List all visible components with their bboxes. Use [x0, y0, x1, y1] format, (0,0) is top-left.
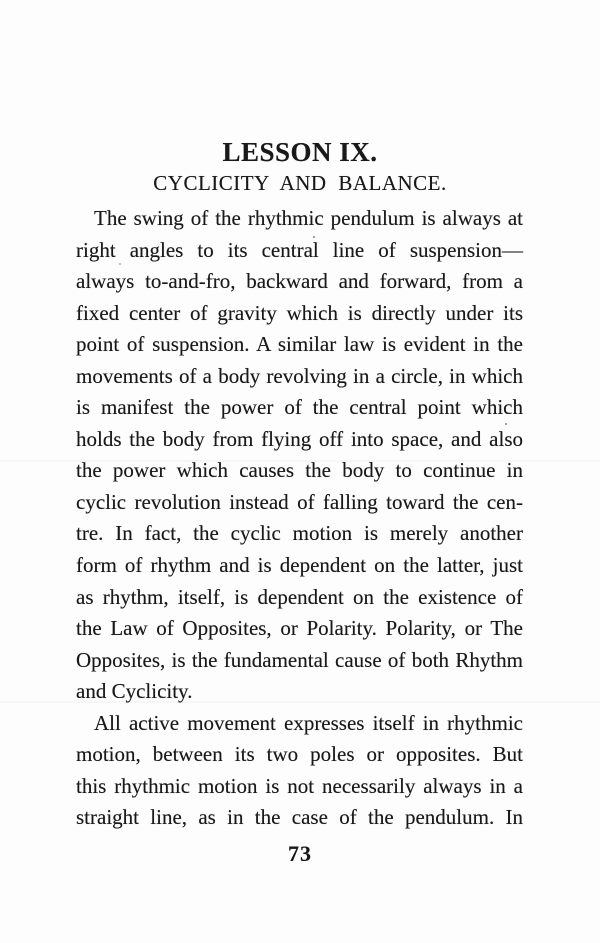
- ink-speck: [119, 263, 121, 265]
- text-line: the Law of Opposites, or Polarity. Polarity, or The: [76, 616, 523, 641]
- text-line: motion, between its two poles or opposites. But: [76, 742, 523, 767]
- lesson-title: LESSON IX.: [222, 137, 378, 167]
- text-line: cyclic revolution instead of falling toward the cen-: [76, 489, 523, 514]
- text-line: always to-and-fro, backward and forward, from a: [76, 269, 523, 294]
- text-line: All active movement expresses itself in rhythmic: [94, 710, 523, 735]
- text-line: and Cyclicity.: [76, 679, 193, 704]
- text-line: is manifest the power of the central point which: [76, 395, 523, 420]
- text-line: tre. In fact, the cyclic motion is merely another: [76, 521, 523, 546]
- scan-artifact-band: [0, 460, 600, 462]
- text-line: point of suspension. A similar law is evident in the: [76, 332, 523, 357]
- text-line: fixed center of gravity which is directly under its: [76, 300, 523, 325]
- text-line: movements of a body revolving in a circle, in which: [76, 363, 523, 388]
- text-line: right angles to its central line of suspension—: [76, 237, 523, 262]
- ink-speck: [313, 236, 315, 238]
- text-line: as rhythm, itself, is dependent on the existence of: [76, 584, 523, 609]
- text-line: this rhythmic motion is not necessarily always in a: [76, 773, 523, 798]
- chapter-subtitle: CYCLICITY AND BALANCE.: [153, 171, 447, 195]
- text-line: Opposites, is the fundamental cause of both Rhythm: [76, 647, 523, 672]
- ink-speck: [505, 423, 507, 425]
- text-line: form of rhythm and is dependent on the latter, just: [76, 553, 523, 578]
- text-line: holds the body from flying off into space, and also: [76, 426, 523, 451]
- text-line: The swing of the rhythmic pendulum is always at: [94, 206, 523, 230]
- text-line: the power which causes the body to continue in: [76, 458, 523, 483]
- page-number: 73: [288, 841, 312, 866]
- body-text: [76, 203, 523, 834]
- scan-artifact-band: [0, 701, 600, 703]
- text-line: straight line, as in the case of the pendulum. In: [76, 805, 523, 830]
